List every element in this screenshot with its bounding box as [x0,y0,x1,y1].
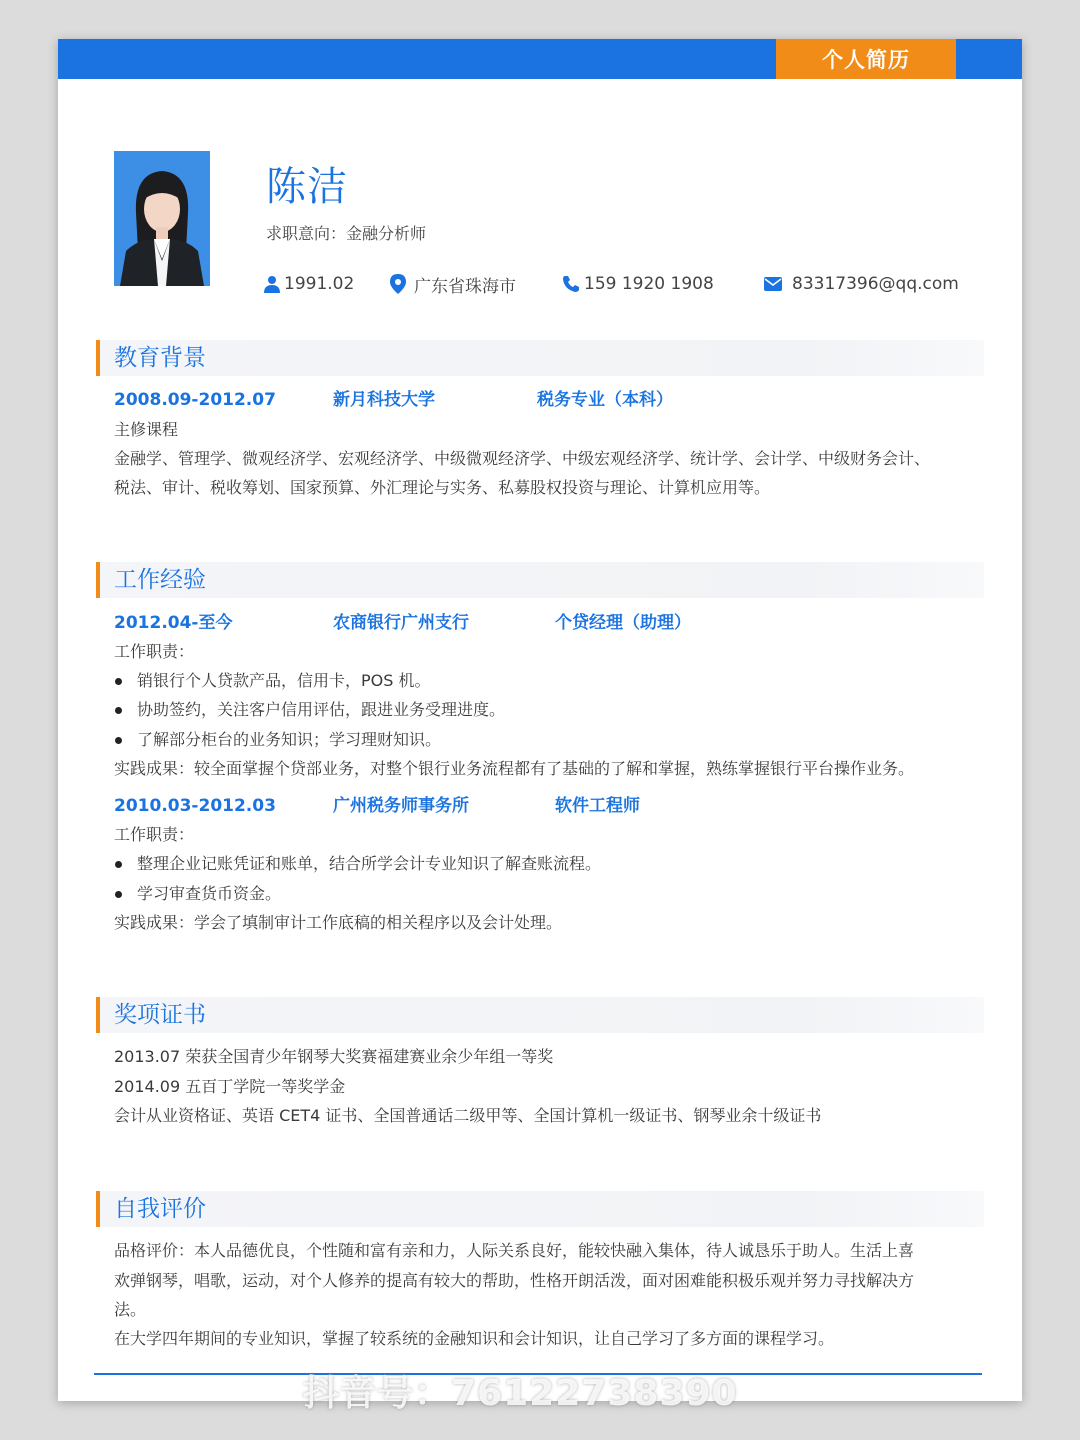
job-objective: 求职意向：金融分析师 [266,224,427,243]
top-banner [58,39,1022,79]
location-text: 广东省珠海市 [414,276,516,297]
email-info [764,272,959,296]
education-school: 新月科技大学 [333,390,435,410]
awards-title: 奖项证书 [114,1002,206,1028]
education-header [96,340,984,376]
award-item: 会计从业资格证、英语 CET4 证书、全国普通话二级甲等、全国计算机一级证书、钢琴业余十级证书 [114,1106,822,1125]
profile-photo [114,151,210,286]
location-pin-icon [390,274,406,294]
duty-item: 学习审查货币资金。 [137,884,282,903]
award-item: 2013.07 荣获全国青少年钢琴大奖赛福建赛业余少年组一等奖 [114,1047,554,1066]
job-position: 个贷经理（助理） [555,613,691,633]
section-accent-bar [96,1191,100,1227]
education-title: 教育背景 [114,345,206,371]
self-eval-title: 自我评价 [114,1196,206,1222]
duty-label: 工作职责： [114,825,195,844]
phone-icon [562,275,580,293]
job-period: 2010.03-2012.03 [114,796,276,816]
phone-number: 159 1920 1908 [584,274,714,294]
section-accent-bar [96,997,100,1033]
self-eval-line: 品格评价：本人品德优良，个性随和富有亲和力，人际关系良好，能较快融入集体，待人诚恳乐于助人。生活上喜 [114,1241,915,1260]
courses-line-1: 金融学、管理学、微观经济学、宏观经济学、中级微观经济学、中级宏观经济学、统计学、会计学、中级财务会计、 [114,449,931,468]
duty-label: 工作职责： [114,642,195,661]
watermark-text: 抖音号：76122738390 [303,1373,738,1414]
job-company: 广州税务师事务所 [333,796,469,816]
section-accent-bar [96,340,100,376]
candidate-name: 陈洁 [266,164,348,210]
self-eval-line: 欢弹钢琴，唱歌，运动，对个人修养的提高有较大的帮助，性格开朗活泼，面对困难能积极乐观并努力寻找解决方 [114,1271,915,1290]
person-icon [264,275,280,293]
email-address: 83317396@qq.com [792,274,959,294]
resume-page [58,39,1022,1414]
birth-date: 1991.02 [284,274,355,294]
resume-title-tab: 个人简历 [776,39,956,79]
profile-photo-image [114,151,210,286]
education-period: 2008.09-2012.07 [114,390,276,410]
job-result: 实践成果：较全面掌握个贷部业务，对整个银行业务流程都有了基础的了解和掌握，熟练掌握银行平台操作业务。 [114,759,915,778]
email-icon [764,277,782,291]
self-eval-line: 在大学四年期间的专业知识，掌握了较系统的金融知识和会计知识，让自己学习了多方面的课程学习。 [114,1329,835,1348]
awards-header [96,997,984,1033]
duty-item: 销银行个人贷款产品，信用卡，POS 机。 [137,671,431,690]
duty-item: 了解部分柜台的业务知识；学习理财知识。 [137,730,442,749]
duty-item: 整理企业记账凭证和账单，结合所学会计专业知识了解查账流程。 [137,854,602,873]
award-item: 2014.09 五百丁学院一等奖学金 [114,1077,346,1096]
work-header [96,562,984,598]
phone-info [562,272,714,296]
job-result: 实践成果：学会了填制审计工作底稿的相关程序以及会计处理。 [114,913,563,932]
work-title: 工作经验 [114,567,206,593]
education-major: 税务专业（本科） [537,390,673,410]
job-period: 2012.04-至今 [114,613,233,633]
courses-line-2: 税法、审计、税收筹划、国家预算、外汇理论与实务、私募股权投资与理论、计算机应用等。 [114,478,771,497]
location-info [390,272,516,296]
section-accent-bar [96,562,100,598]
self-eval-line: 法。 [114,1300,147,1319]
duty-item: 协助签约，关注客户信用评估，跟进业务受理进度。 [137,700,506,719]
self-eval-header [96,1191,984,1227]
job-company: 农商银行广州支行 [333,613,469,633]
job-position: 软件工程师 [555,796,640,816]
birth-info [264,272,354,296]
courses-label: 主修课程 [114,420,179,439]
